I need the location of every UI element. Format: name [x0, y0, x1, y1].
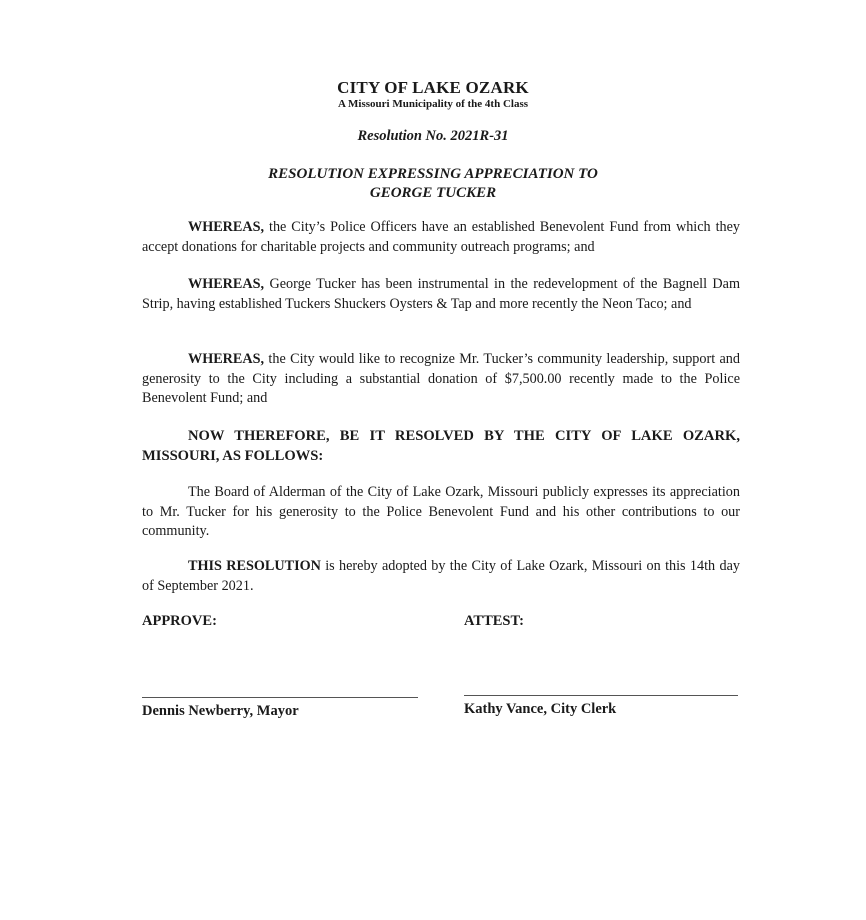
- adoption-lead: THIS RESOLUTION: [188, 558, 321, 574]
- attest-label: ATTEST:: [464, 613, 524, 629]
- clerk-signature-line: [464, 695, 738, 696]
- adoption-text: is hereby adopted by the City of Lake Ozark, Missouri on this 14th day of September 2021.: [142, 558, 740, 594]
- adoption-paragraph: [142, 557, 740, 596]
- resolution-title-line2: GEORGE TUCKER: [369, 185, 497, 201]
- whereas-paragraph-3: [142, 350, 740, 409]
- board-paragraph: The Board of Alderman of the City of Lake Ozark, Missouri publicly expresses its appreciation to Mr. Tucker for his generosity to the Police Benevolent Fund and his other contributions to our community.: [142, 484, 740, 539]
- approve-label: APPROVE:: [142, 613, 217, 629]
- whereas-lead-1: WHEREAS,: [188, 219, 265, 235]
- clerk-name: Kathy Vance, City Clerk: [464, 701, 617, 717]
- city-title: CITY OF LAKE OZARK: [337, 78, 529, 97]
- resolved-clause: NOW THEREFORE, BE IT RESOLVED BY THE CITY OF LAKE OZARK, MISSOURI, AS FOLLOWS:: [142, 428, 740, 464]
- whereas-text-2: George Tucker has been instrumental in the redevelopment of the Bagnell Dam Strip, having established Tuckers Shuckers Oysters & Tap and more recently the Neon Taco; and: [142, 276, 740, 312]
- resolution-number: Resolution No. 2021R-31: [357, 128, 509, 144]
- mayor-signature-line: [142, 697, 418, 698]
- mayor-name: Dennis Newberry, Mayor: [142, 703, 299, 719]
- resolution-title-line1: RESOLUTION EXPRESSING APPRECIATION TO: [268, 166, 598, 182]
- whereas-text-3: the City would like to recognize Mr. Tucker’s community leadership, support and generosity to the City including a substantial donation of $7,500.00 recently made to the Police Benevolent Fund; and: [142, 351, 740, 406]
- whereas-paragraph-1: [142, 218, 740, 257]
- whereas-text-1: the City’s Police Officers have an established Benevolent Fund from which they accept donations for charitable projects and community outreach programs; and: [142, 219, 740, 255]
- city-subtitle: A Missouri Municipality of the 4th Class: [337, 98, 529, 110]
- resolution-title: [0, 165, 866, 203]
- whereas-lead-2: WHEREAS,: [188, 276, 265, 292]
- whereas-lead-3: WHEREAS,: [188, 351, 265, 367]
- whereas-paragraph-2: [142, 275, 740, 314]
